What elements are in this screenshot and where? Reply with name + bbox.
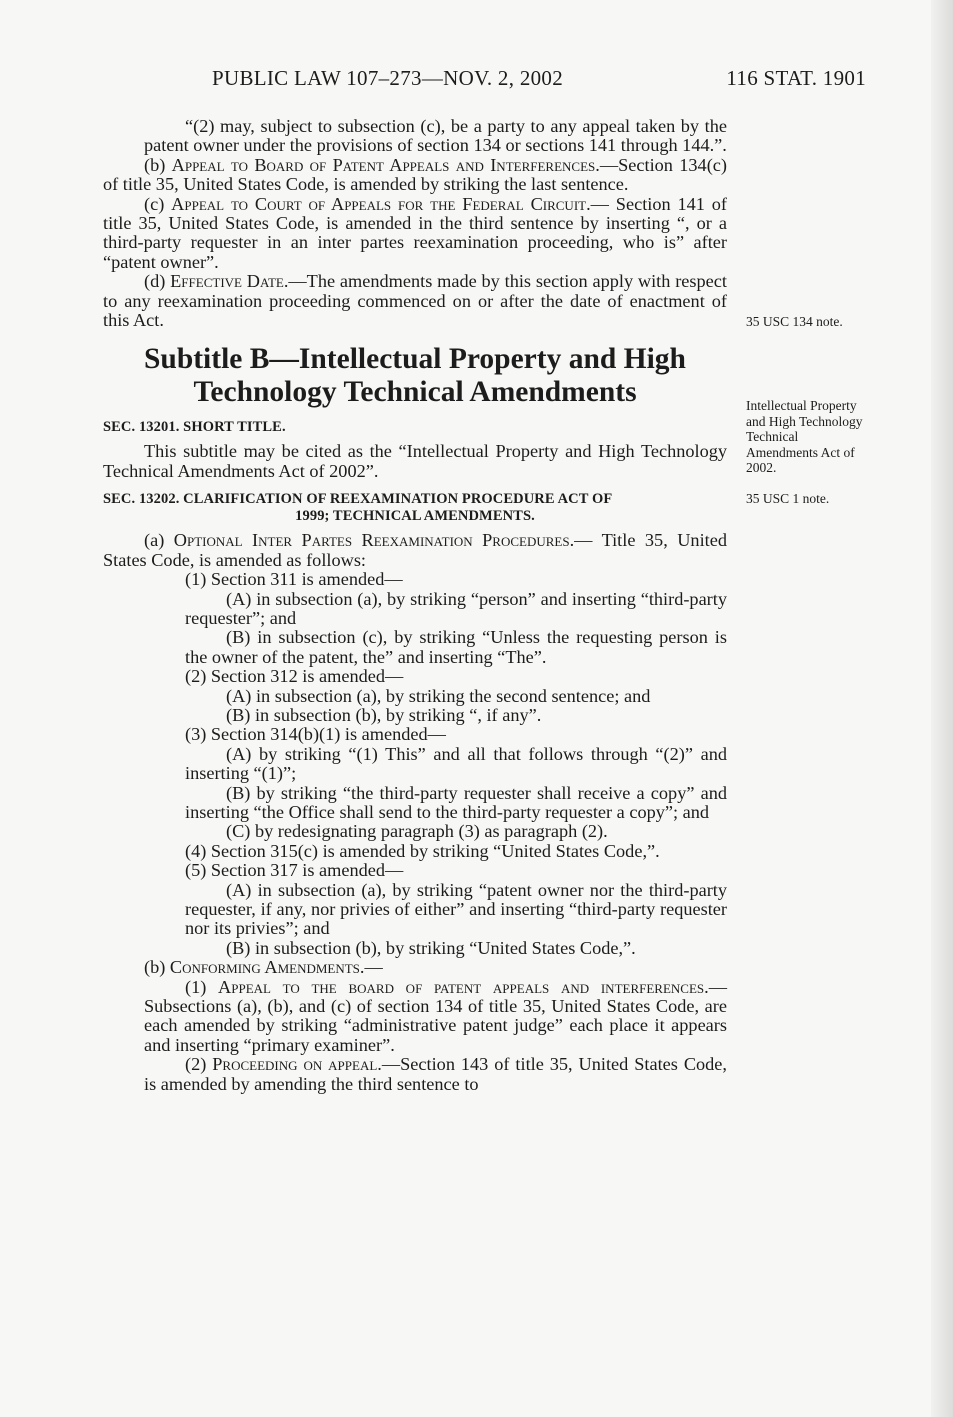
section-13202-heading: SEC. 13202. CLARIFICATION OF REEXAMINATION PROCEDURE ACT OF 1999; TECHNICAL AMENDMENTS. — [103, 491, 613, 525]
paragraph-a1: (1) Section 311 is amended— — [185, 569, 403, 590]
subtitle-heading: Subtitle B—Intellectual Property and High Technology Technical Amendments — [144, 343, 686, 409]
subparagraph-a2A: (A) in subsection (a), by striking the second sentence; and — [226, 685, 651, 706]
subparagraph-a3B: (B) by striking “the third-party requester shall receive a copy” and inserting “the Office shall send to the third-party requester a copy”; and — [185, 782, 727, 822]
subparagraph-a5B: (B) in subsection (b), by striking “United States Code,”. — [226, 937, 636, 958]
subsection-b: (b) Appeal to Board of Patent Appeals and Interferences.—Section 134(c) of title 35, United States Code, is amended by striking the last sentence. — [103, 154, 727, 195]
section-13201-text: This subtitle may be cited as the “Intellectual Property and High Technology Technical Amendments Act of 2002”. — [103, 441, 727, 481]
section-13201-heading: SEC. 13201. SHORT TITLE. — [103, 419, 286, 436]
subparagraph-a2B: (B) in subsection (b), by striking “, if any”. — [226, 704, 542, 725]
paragraph-a4: (4) Section 315(c) is amended by striking “United States Code,”. — [185, 840, 660, 861]
paragraph-conforming-1: (1) Appeal to the board of patent appeals and interferences.—Subsections (a), (b), and (c) of section 134 of title 35, United States Code, are each amended by striking “administrative patent judge” each place it appears and inserting “primary examiner”. — [144, 976, 727, 1055]
header-right: 116 STAT. 1901 — [726, 66, 866, 90]
subparagraph-a5A: (A) in subsection (a), by striking “patent owner nor the third-party requester, if any, nor privies of either” and inserting “third-party requester nor its privies”; and — [185, 879, 727, 939]
subparagraph-a3C: (C) by redesignating paragraph (3) as paragraph (2). — [226, 821, 608, 842]
page-edge-shadow — [931, 0, 953, 1417]
subsection-c: (c) Appeal to Court of Appeals for the Federal Circuit.— Section 141 of title 35, United States Code, is amended in the third sentence by inserting “, or a third-party requester in an inter partes reexamination proceeding, who is” after “patent owner”. — [103, 193, 727, 272]
subsection-a: (a) Optional Inter Partes Reexamination Procedures.— Title 35, United States Code, is amended as follows: — [103, 530, 727, 570]
paragraph-2-quote: “(2) may, subject to subsection (c), be a party to any appeal taken by the patent owner under the provisions of section 134 or sections 141 through 144.”. — [144, 116, 727, 156]
subparagraph-a3A: (A) by striking “(1) This” and all that follows through “(2)” and inserting “(1)”; — [185, 743, 727, 784]
subsection-conforming: (b) Conforming Amendments.— — [144, 957, 383, 978]
subparagraph-a1A: (A) in subsection (a), by striking “person” and inserting “third-party requester”; and — [185, 588, 727, 628]
paragraph-a3: (3) Section 314(b)(1) is amended— — [185, 724, 446, 745]
subparagraph-a1B: (B) in subsection (c), by striking “Unless the requesting person is the owner of the patent, the” and inserting “The”. — [185, 627, 727, 667]
margin-note-134: 35 USC 134 note. — [746, 314, 843, 329]
paragraph-a5: (5) Section 317 is amended— — [185, 860, 404, 881]
header-left: PUBLIC LAW 107–273—NOV. 2, 2002 — [212, 66, 564, 90]
paragraph-a2: (2) Section 312 is amended— — [185, 666, 404, 687]
document-body — [103, 117, 727, 1094]
margin-note-usc-1: 35 USC 1 note. — [746, 491, 830, 506]
subsection-d: (d) Effective Date.—The amendments made by this section apply with respect to any reexamination proceeding commenced on or after the date of enactment of this Act. — [103, 271, 727, 331]
margin-note-short-title: Intellectual Property and High Technology Technical Amendments Act of 2002. — [746, 398, 863, 475]
paragraph-conforming-2: (2) Proceeding on appeal.—Section 143 of title 35, United States Code, is amended by amending the third sentence to — [144, 1054, 727, 1094]
